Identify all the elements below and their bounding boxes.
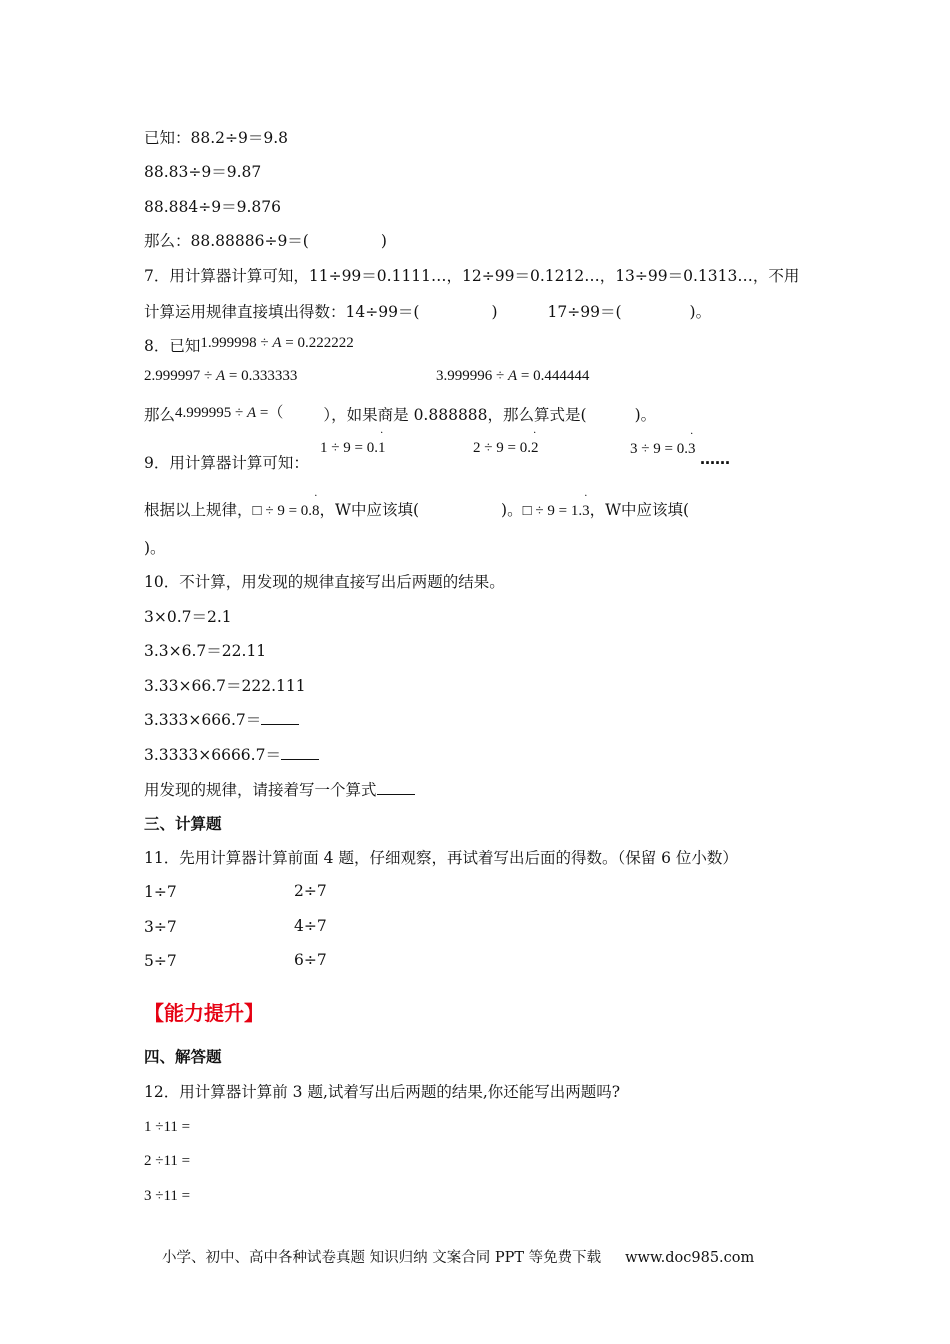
q10-blank-2 bbox=[281, 745, 319, 760]
q10-line-5: 3.3333×6666.7＝ bbox=[144, 745, 319, 765]
q10-line-3: 3.33×66.7＝222.111 bbox=[144, 677, 306, 695]
q10-title: 10．不计算，用发现的规律直接写出后两题的结果。 bbox=[144, 573, 505, 591]
q10-line-4: 3.333×666.7＝ bbox=[144, 710, 299, 730]
q9-fill-2: ，W中应该填( bbox=[589, 501, 690, 519]
footer-url[interactable]: www.doc985.com bbox=[625, 1250, 755, 1266]
q12-title: 12．用计算器计算前 3 题,试着写出后两题的结果,你还能写出两题吗? bbox=[144, 1083, 621, 1101]
q9-equation-5: □ ÷ 9 = 1.˙ 3 bbox=[523, 503, 590, 519]
q8-equation-4: 4.999995 ÷ A =（ bbox=[175, 405, 284, 421]
q11-row-3-col-2: 6÷7 bbox=[294, 951, 327, 969]
q9-equation-3: 3 ÷ 9 = 0.˙ 3 bbox=[630, 441, 695, 458]
q9-line-2 bbox=[144, 500, 689, 521]
q10-line-2: 3.3×6.7＝22.11 bbox=[144, 642, 267, 660]
q9-prefix: 9．用计算器计算可知： bbox=[144, 454, 309, 472]
q7-line-1: 7．用计算器计算可知，11÷99＝0.1111…，12÷99＝0.1212…，13÷99＝0.1313…，不用 bbox=[144, 267, 800, 285]
q8-end: )。 bbox=[634, 406, 657, 424]
q8-line-1 bbox=[144, 336, 354, 357]
q8-line-3 bbox=[144, 405, 656, 426]
known-line-4 bbox=[144, 231, 387, 251]
q10-blank-1 bbox=[261, 710, 299, 725]
section-4-title: 四、解答题 bbox=[144, 1048, 222, 1066]
q11-row-2-col-2: 4÷7 bbox=[294, 917, 327, 935]
q8-prefix: 8．已知 bbox=[144, 337, 201, 355]
q11-title: 11．先用计算器计算前面 4 题，仔细观察，再试着写出后面的得数。（保留 6 位小数） bbox=[144, 849, 738, 867]
q12-line-1: 1 ÷11 = bbox=[144, 1119, 191, 1135]
q10-blank-3 bbox=[377, 780, 415, 795]
known-line-4-suffix: ) bbox=[380, 232, 387, 250]
known-line-4-prefix: 那么：88.88886÷9＝( bbox=[144, 232, 309, 250]
q7-blank-1-prefix: 计算运用规律直接填出得数：14÷99＝( bbox=[144, 303, 420, 321]
q7-blank-1-suffix: ) bbox=[491, 303, 498, 321]
q9-fill-1-end: )。 bbox=[501, 501, 523, 519]
q8-equation-2: 2.999997 ÷ A = 0.333333 bbox=[144, 368, 298, 384]
known-line-2: 88.83÷9＝9.87 bbox=[144, 163, 262, 181]
q9-rule-text: 根据以上规律， bbox=[144, 501, 253, 519]
q7-line-2 bbox=[144, 302, 711, 322]
q11-row-3-col-1: 5÷7 bbox=[144, 952, 177, 970]
q12-line-3: 3 ÷11 = bbox=[144, 1188, 191, 1204]
q10-line-6: 用发现的规律，请接着写一个算式 bbox=[144, 780, 415, 800]
ability-heading: 【能力提升】 bbox=[144, 1001, 264, 1025]
footer-text: 小学、初中、高中各种试卷真题 知识归纳 文案合同 PPT 等免费下载 bbox=[162, 1250, 602, 1266]
q9-equation-2: 2 ÷ 9 = 0.˙ 2 bbox=[473, 440, 538, 457]
known-line-1: 已知：88.2÷9＝9.8 bbox=[144, 129, 289, 147]
q9-equation-4: □ ÷ 9 = 0.˙ 8 bbox=[253, 503, 320, 519]
q7-blank-2-suffix: )。 bbox=[689, 303, 712, 321]
q12-line-2: 2 ÷11 = bbox=[144, 1153, 191, 1169]
known-line-3: 88.884÷9＝9.876 bbox=[144, 198, 281, 216]
q9-equation-1: 1 ÷ 9 = 0.˙ 1 bbox=[320, 440, 385, 457]
q7-blank-2-prefix: 17÷99＝( bbox=[547, 303, 622, 321]
q10-line-1: 3×0.7＝2.1 bbox=[144, 608, 232, 626]
q8-equation-1: 1.999998 ÷ A = 0.222222 bbox=[200, 335, 354, 351]
q9-fill-1: ，W中应该填( bbox=[319, 501, 420, 519]
q8-then: 那么 bbox=[144, 406, 176, 424]
q11-row-2-col-1: 3÷7 bbox=[144, 918, 177, 936]
q8-question: ），如果商是 0.888888，那么算式是( bbox=[323, 406, 587, 424]
q11-row-1-col-2: 2÷7 bbox=[294, 882, 327, 900]
q9-line-3: )。 bbox=[144, 539, 166, 557]
section-3-title: 三、计算题 bbox=[144, 815, 222, 833]
q9-ellipsis: …… bbox=[700, 450, 730, 468]
footer bbox=[162, 1246, 754, 1267]
q11-row-1-col-1: 1÷7 bbox=[144, 883, 177, 901]
q8-equation-3: 3.999996 ÷ A = 0.444444 bbox=[436, 368, 590, 384]
